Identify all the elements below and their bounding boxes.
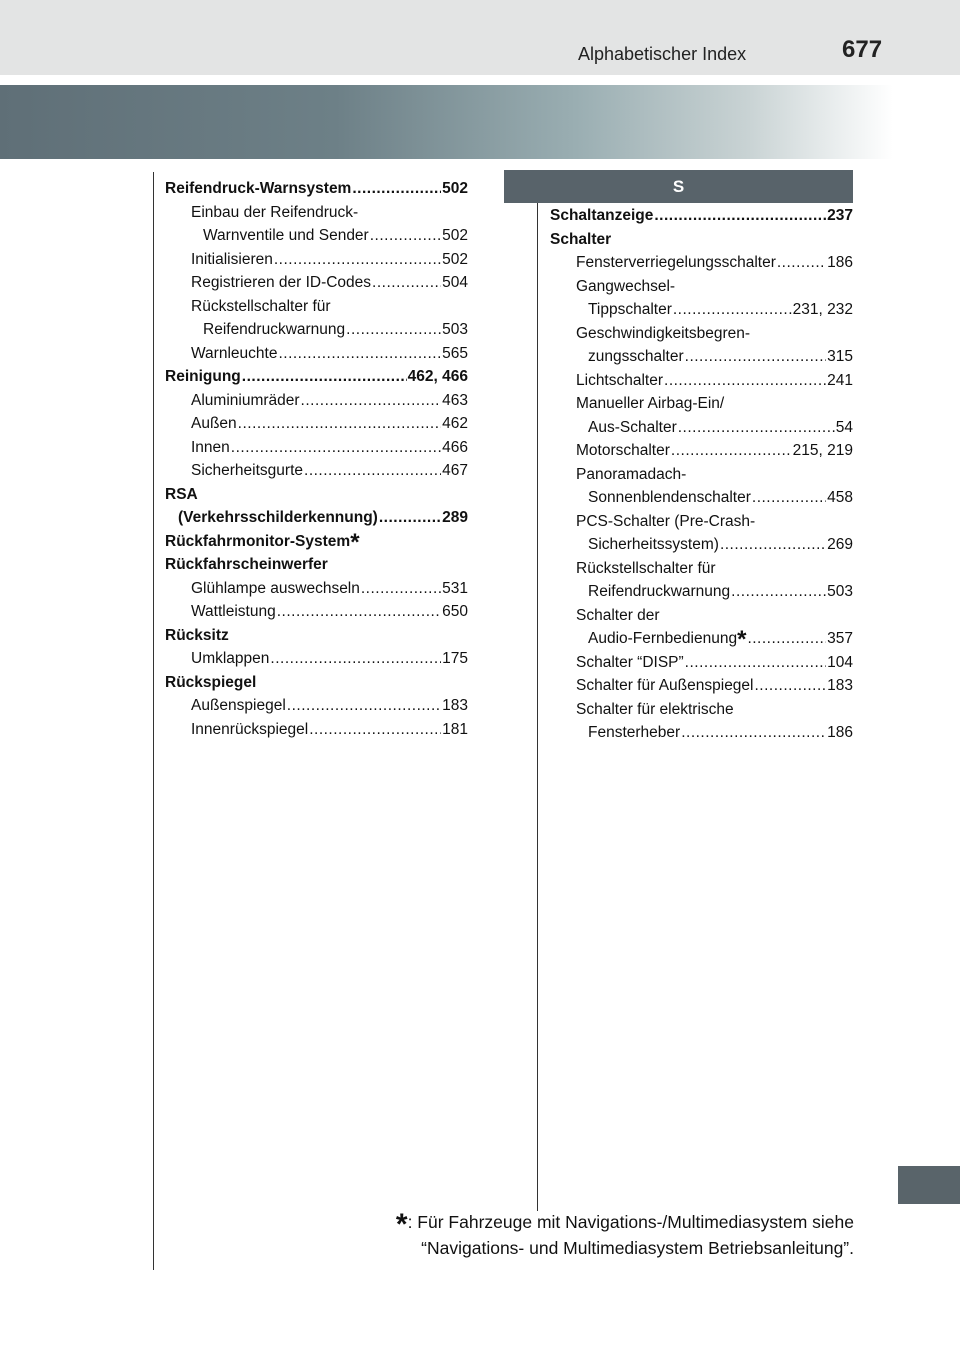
- index-entry: [550, 721, 853, 745]
- dot-leader: [685, 651, 826, 675]
- index-entry-term: Reifendruckwarnung: [203, 321, 346, 338]
- index-entry-term: Schalter der: [576, 606, 660, 624]
- center-column-rule: [537, 203, 538, 1211]
- index-entry-term: Fensterverriegelungsschalter: [576, 254, 776, 271]
- index-entry-term: Sicherheitssystem): [588, 536, 719, 553]
- index-entry: [165, 201, 468, 225]
- index-entry-page: 289: [442, 509, 468, 526]
- index-entry-term: Fensterheber: [588, 724, 681, 741]
- dot-leader: [747, 627, 826, 651]
- index-entry-term: Gangwechsel-: [576, 277, 676, 295]
- index-entry-term: Innen: [191, 438, 230, 456]
- thumb-index-tab: [898, 1166, 960, 1204]
- index-entry-term: Schalter “DISP”: [576, 653, 684, 671]
- footnote-text-1: : Für Fahrzeuge mit Navigations-/Multimediasystem siehe: [407, 1212, 854, 1232]
- index-entry-term: Rücksitz: [165, 626, 229, 644]
- index-entry: [165, 577, 468, 601]
- dot-leader: [755, 674, 827, 698]
- index-entry: [550, 439, 853, 463]
- index-entry: [165, 248, 468, 272]
- index-entry-term: RSA: [165, 485, 198, 503]
- index-entry: [165, 177, 468, 201]
- dot-leader: [678, 416, 835, 440]
- index-entry: [550, 416, 853, 440]
- dot-leader: [673, 298, 792, 322]
- dot-leader: [731, 580, 826, 604]
- index-entry: [165, 694, 468, 718]
- index-entry-term: Reifendruck-Warnsystem: [165, 180, 352, 197]
- index-entry-term: Audio-Fernbedienung: [588, 630, 738, 647]
- index-entry: [550, 486, 853, 510]
- index-entry-page: 237: [827, 207, 853, 224]
- index-entry-page: 186: [827, 254, 853, 271]
- index-entry-term: Initialisieren: [191, 250, 273, 268]
- index-entry-page: 466: [442, 438, 468, 456]
- dot-leader: [379, 506, 441, 530]
- index-entry-term: Rückstellschalter für: [576, 559, 716, 577]
- index-entry: [550, 204, 853, 228]
- index-entry-term: Wattleistung: [191, 603, 276, 620]
- index-entry: [165, 530, 468, 554]
- dot-leader: [278, 342, 441, 366]
- dot-leader: [277, 600, 441, 624]
- section-letter-header: [504, 170, 853, 203]
- index-entry: [165, 506, 468, 530]
- index-entry-term: Motorschalter: [576, 442, 670, 459]
- index-entry: [165, 624, 468, 648]
- dot-leader: [270, 647, 441, 671]
- index-entry-page: 462: [442, 415, 468, 432]
- index-column-left: [165, 177, 468, 741]
- index-entry: [165, 718, 468, 742]
- index-entry: [550, 369, 853, 393]
- dot-leader: [309, 718, 441, 742]
- page-number: 677: [842, 36, 883, 63]
- index-entry-page: 462, 466: [407, 368, 468, 385]
- index-entry-term: Reifendruckwarnung: [588, 583, 731, 600]
- asterisk-icon: *: [395, 1208, 408, 1241]
- index-entry: [550, 275, 853, 299]
- index-entry: [165, 483, 468, 507]
- index-entry: [550, 651, 853, 675]
- index-entry-page: 531: [442, 579, 468, 597]
- index-entry: [165, 365, 468, 389]
- index-entry-term: Schalter für Außenspiegel: [576, 677, 754, 694]
- dot-leader: [720, 533, 826, 557]
- index-entry: [550, 627, 853, 651]
- index-entry: [550, 674, 853, 698]
- index-entry: [165, 412, 468, 436]
- dot-leader: [372, 271, 441, 295]
- index-entry: [165, 295, 468, 319]
- index-entry-page: 565: [442, 344, 468, 362]
- index-entry-page: 186: [827, 724, 853, 741]
- index-entry: [165, 600, 468, 624]
- index-entry-term: Umklappen: [191, 650, 270, 667]
- index-entry-term: Innenrückspiegel: [191, 720, 309, 738]
- index-entry-term: Außenspiegel: [191, 697, 286, 714]
- dot-leader: [361, 577, 441, 601]
- index-entry-term: Geschwindigkeitsbegren-: [576, 324, 751, 342]
- index-entry: [550, 322, 853, 346]
- index-entry: [165, 389, 468, 413]
- dot-leader: [671, 439, 792, 463]
- index-entry: [550, 604, 853, 628]
- index-entry: [550, 298, 853, 322]
- index-entry-term: zungsschalter: [588, 348, 684, 365]
- index-entry-page: 503: [442, 321, 468, 338]
- section-letter: S: [672, 176, 685, 196]
- index-entry-page: 241: [827, 371, 853, 389]
- index-entry-page: 504: [442, 274, 468, 291]
- index-entry-page: 502: [442, 250, 468, 268]
- index-entry-term: Warnleuchte: [191, 344, 278, 362]
- left-column-rule: [153, 172, 154, 1270]
- index-entry-page: 315: [827, 348, 853, 365]
- index-entry-page: 502: [442, 180, 468, 197]
- dot-leader: [664, 369, 826, 393]
- index-entry-page: 231, 232: [792, 301, 853, 318]
- index-entry: [165, 436, 468, 460]
- page-header: [0, 0, 960, 75]
- footnote-line-1: [360, 1208, 854, 1241]
- index-entry-page: 458: [827, 489, 853, 506]
- index-entry-term: Lichtschalter: [576, 371, 664, 389]
- index-entry: [550, 392, 853, 416]
- footnote-line-2: “Navigations- und Multimediasystem Betriebsanleitung”.: [421, 1238, 854, 1258]
- index-entry: [165, 271, 468, 295]
- index-entry: [165, 459, 468, 483]
- index-entry: [165, 342, 468, 366]
- dot-leader: [752, 486, 826, 510]
- index-entry: [550, 228, 853, 252]
- index-entry-page: 503: [827, 583, 853, 600]
- index-entry: [165, 671, 468, 695]
- index-entry-page: 650: [442, 603, 468, 620]
- footnote: [360, 1209, 854, 1261]
- index-entry-page: 183: [827, 677, 853, 694]
- dot-leader: [370, 224, 441, 248]
- index-entry: [550, 533, 853, 557]
- index-entry-term: Aus-Schalter: [588, 418, 677, 436]
- dot-leader: [685, 345, 826, 369]
- index-entry-page: 467: [442, 462, 468, 479]
- header-title: Alphabetischer Index: [578, 44, 747, 64]
- index-entry-term: Rückspiegel: [165, 673, 257, 691]
- index-entry: [165, 318, 468, 342]
- index-entry-term: Rückfahrscheinwerfer: [165, 556, 328, 573]
- asterisk-icon: *: [737, 626, 747, 653]
- index-entry: [550, 345, 853, 369]
- index-entry-term: Schalter: [550, 230, 612, 248]
- index-entry-term: Rückstellschalter für: [191, 297, 331, 315]
- index-entry-page: 104: [827, 653, 853, 671]
- dot-leader: [238, 412, 441, 436]
- index-entry: [550, 580, 853, 604]
- index-entry-term: Außen: [191, 415, 237, 432]
- index-entry: [550, 698, 853, 722]
- index-entry-term: (Verkehrsschilderkennung): [178, 509, 378, 526]
- index-entry: [550, 510, 853, 534]
- dot-leader: [301, 389, 442, 413]
- index-entry-term: Aluminiumräder: [191, 391, 300, 409]
- index-entry-term: Einbau der Reifendruck-: [191, 203, 359, 221]
- index-entry: [165, 224, 468, 248]
- index-entry-term: Schalter für elektrische: [576, 700, 734, 718]
- dot-leader: [654, 204, 826, 228]
- dot-leader: [274, 248, 441, 272]
- index-entry: [165, 553, 468, 577]
- index-entry: [550, 251, 853, 275]
- dot-leader: [304, 459, 441, 483]
- index-entry-term: Panoramadach-: [576, 465, 687, 483]
- index-entry-page: 183: [442, 697, 468, 714]
- index-entry: [550, 463, 853, 487]
- dot-leader: [287, 694, 441, 718]
- dot-leader: [231, 436, 441, 460]
- index-entry-term: Manueller Airbag-Ein/: [576, 395, 725, 412]
- chapter-banner: [0, 85, 960, 159]
- index-entry-page: 269: [827, 536, 853, 553]
- dot-leader: [346, 318, 441, 342]
- dot-leader: [681, 721, 826, 745]
- asterisk-icon: *: [350, 528, 360, 556]
- index-entry-page: 175: [442, 650, 468, 667]
- index-entry-term: Reinigung: [165, 368, 241, 385]
- dot-leader: [352, 177, 441, 201]
- index-entry-page: 357: [827, 630, 853, 647]
- index-entry-term: Schaltanzeige: [550, 207, 654, 224]
- index-entry-page: 181: [442, 720, 468, 738]
- dot-leader: [777, 251, 826, 275]
- index-entry-term: Sonnenblendenschalter: [588, 489, 751, 506]
- index-entry-term: Glühlampe auswechseln: [191, 579, 360, 597]
- index-entry-term: Warnventile und Sender: [203, 227, 369, 244]
- index-column-right: [550, 204, 853, 745]
- index-entry: [550, 557, 853, 581]
- index-entry-term: Rückfahrmonitor-System: [165, 532, 351, 550]
- index-entry-term: PCS-Schalter (Pre-Crash-: [576, 512, 756, 530]
- index-entry-page: 502: [442, 227, 468, 244]
- index-entry-page: 54: [835, 418, 853, 436]
- index-entry: [165, 647, 468, 671]
- dot-leader: [242, 365, 407, 389]
- index-entry-term: Registrieren der ID-Codes: [191, 274, 372, 291]
- index-entry-term: Sicherheitsgurte: [191, 462, 304, 479]
- index-entry-term: Tippschalter: [588, 301, 672, 318]
- index-entry-page: 215, 219: [792, 442, 853, 459]
- index-entry-page: 463: [442, 391, 468, 409]
